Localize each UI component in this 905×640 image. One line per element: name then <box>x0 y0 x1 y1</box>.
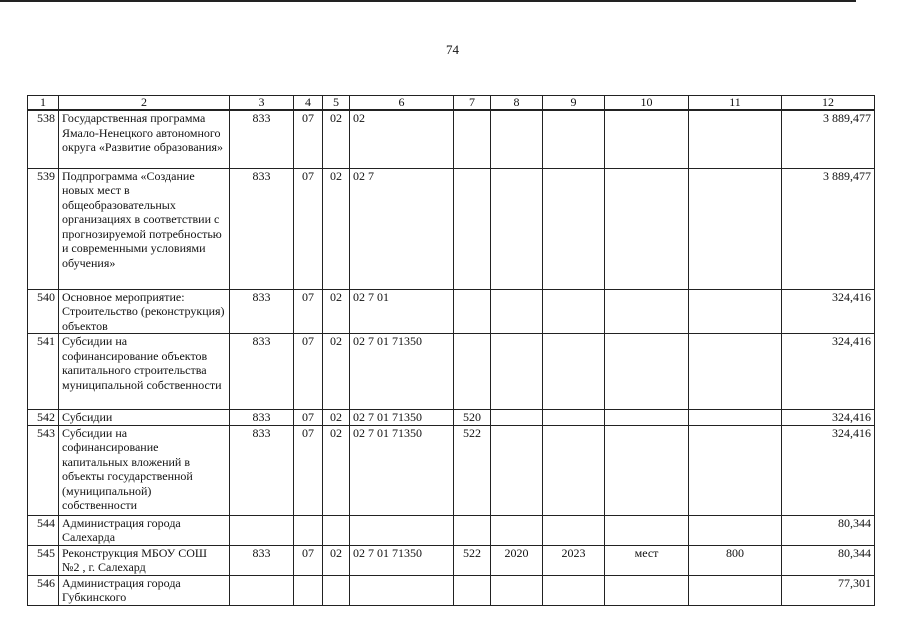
header-cell-11: 11 <box>689 96 782 111</box>
row-number: 541 <box>28 334 59 410</box>
row-name: Субсидии <box>59 410 230 426</box>
cell-capacity <box>689 410 782 426</box>
cell-section-code: 07 <box>294 110 323 168</box>
cell-expense-type <box>454 515 491 545</box>
cell-section-code: 07 <box>294 289 323 334</box>
cell-amount: 324,416 <box>782 289 875 334</box>
row-name: Субсидии на софинансирование капитальных вложений в объекты государственной (муниципальной) собственности <box>59 425 230 515</box>
row-name: Государственная программа Ямало-Ненецкого автономного округа «Развитие образования» <box>59 110 230 168</box>
header-cell-12: 12 <box>782 96 875 111</box>
cell-subsection-code <box>323 575 350 605</box>
row-number: 539 <box>28 168 59 289</box>
cell-ministry-code: 833 <box>230 410 294 426</box>
table-row <box>28 410 875 426</box>
header-row <box>28 96 875 111</box>
cell-subsection-code: 02 <box>323 168 350 289</box>
row-name: Администрация города Салехарда <box>59 515 230 545</box>
table-row <box>28 575 875 605</box>
cell-start-year <box>491 410 543 426</box>
cell-end-year <box>543 410 605 426</box>
cell-start-year <box>491 168 543 289</box>
header-cell-2: 2 <box>59 96 230 111</box>
cell-unit <box>605 168 689 289</box>
cell-ministry-code: 833 <box>230 110 294 168</box>
cell-expense-type <box>454 289 491 334</box>
row-name: Субсидии на софинансирование объектов капитального строительства муниципальной собственности <box>59 334 230 410</box>
cell-unit <box>605 289 689 334</box>
cell-ministry-code <box>230 515 294 545</box>
cell-unit <box>605 575 689 605</box>
cell-capacity <box>689 110 782 168</box>
cell-expense-type: 522 <box>454 545 491 575</box>
cell-amount: 77,301 <box>782 575 875 605</box>
cell-unit <box>605 334 689 410</box>
cell-subsection-code: 02 <box>323 334 350 410</box>
cell-start-year <box>491 334 543 410</box>
table-row <box>28 545 875 575</box>
cell-amount: 80,344 <box>782 545 875 575</box>
cell-target-article: 02 7 01 71350 <box>350 410 454 426</box>
cell-section-code <box>294 575 323 605</box>
cell-subsection-code: 02 <box>323 289 350 334</box>
row-number: 540 <box>28 289 59 334</box>
cell-unit <box>605 425 689 515</box>
table-row <box>28 515 875 545</box>
cell-section-code <box>294 515 323 545</box>
cell-end-year <box>543 575 605 605</box>
cell-start-year: 2020 <box>491 545 543 575</box>
header-cell-9: 9 <box>543 96 605 111</box>
row-number: 544 <box>28 515 59 545</box>
header-cell-4: 4 <box>294 96 323 111</box>
cell-target-article <box>350 515 454 545</box>
row-name: Реконструкция МБОУ СОШ №2 , г. Салехард <box>59 545 230 575</box>
cell-expense-type <box>454 575 491 605</box>
header-cell-10: 10 <box>605 96 689 111</box>
cell-section-code: 07 <box>294 168 323 289</box>
cell-end-year <box>543 425 605 515</box>
cell-ministry-code: 833 <box>230 334 294 410</box>
cell-start-year <box>491 110 543 168</box>
cell-capacity <box>689 289 782 334</box>
cell-capacity <box>689 168 782 289</box>
cell-subsection-code <box>323 515 350 545</box>
cell-unit: мест <box>605 545 689 575</box>
row-name: Подпрограмма «Создание новых мест в общеобразовательных организациях в соответствии с прогнозируемой потребностью и современными условиями обучения» <box>59 168 230 289</box>
row-name: Администрация города Губкинского <box>59 575 230 605</box>
cell-end-year: 2023 <box>543 545 605 575</box>
cell-amount: 324,416 <box>782 410 875 426</box>
cell-target-article: 02 <box>350 110 454 168</box>
cell-amount: 324,416 <box>782 334 875 410</box>
cell-capacity <box>689 515 782 545</box>
cell-ministry-code: 833 <box>230 168 294 289</box>
row-name: Основное мероприятие: Строительство (реконструкция) объектов <box>59 289 230 334</box>
header-cell-6: 6 <box>350 96 454 111</box>
row-number: 543 <box>28 425 59 515</box>
cell-start-year <box>491 515 543 545</box>
cell-amount: 3 889,477 <box>782 168 875 289</box>
cell-capacity <box>689 575 782 605</box>
cell-target-article: 02 7 01 71350 <box>350 425 454 515</box>
cell-end-year <box>543 110 605 168</box>
cell-expense-type <box>454 168 491 289</box>
cell-amount: 3 889,477 <box>782 110 875 168</box>
cell-start-year <box>491 575 543 605</box>
budget-table <box>27 95 875 606</box>
cell-end-year <box>543 289 605 334</box>
cell-end-year <box>543 168 605 289</box>
cell-end-year <box>543 334 605 410</box>
cell-section-code: 07 <box>294 545 323 575</box>
row-number: 546 <box>28 575 59 605</box>
table-row <box>28 425 875 515</box>
cell-amount: 80,344 <box>782 515 875 545</box>
cell-target-article: 02 7 01 <box>350 289 454 334</box>
cell-subsection-code: 02 <box>323 425 350 515</box>
cell-section-code: 07 <box>294 425 323 515</box>
cell-subsection-code: 02 <box>323 410 350 426</box>
cell-capacity: 800 <box>689 545 782 575</box>
cell-expense-type: 522 <box>454 425 491 515</box>
row-number: 542 <box>28 410 59 426</box>
row-number: 545 <box>28 545 59 575</box>
header-cell-3: 3 <box>230 96 294 111</box>
page-number: 74 <box>446 42 459 57</box>
cell-unit <box>605 515 689 545</box>
cell-capacity <box>689 425 782 515</box>
table-row <box>28 334 875 410</box>
table-row <box>28 289 875 334</box>
cell-unit <box>605 410 689 426</box>
header-cell-7: 7 <box>454 96 491 111</box>
top-rule <box>0 0 856 2</box>
table-row <box>28 110 875 168</box>
cell-target-article: 02 7 <box>350 168 454 289</box>
cell-target-article: 02 7 01 71350 <box>350 334 454 410</box>
cell-capacity <box>689 334 782 410</box>
cell-unit <box>605 110 689 168</box>
cell-end-year <box>543 515 605 545</box>
cell-expense-type: 520 <box>454 410 491 426</box>
cell-target-article: 02 7 01 71350 <box>350 545 454 575</box>
cell-ministry-code: 833 <box>230 425 294 515</box>
table-row <box>28 168 875 289</box>
cell-ministry-code: 833 <box>230 545 294 575</box>
cell-section-code: 07 <box>294 334 323 410</box>
cell-ministry-code <box>230 575 294 605</box>
cell-expense-type <box>454 334 491 410</box>
header-cell-1: 1 <box>28 96 59 111</box>
cell-start-year <box>491 425 543 515</box>
cell-expense-type <box>454 110 491 168</box>
cell-target-article <box>350 575 454 605</box>
cell-section-code: 07 <box>294 410 323 426</box>
header-cell-5: 5 <box>323 96 350 111</box>
cell-start-year <box>491 289 543 334</box>
cell-ministry-code: 833 <box>230 289 294 334</box>
cell-subsection-code: 02 <box>323 545 350 575</box>
header-cell-8: 8 <box>491 96 543 111</box>
cell-subsection-code: 02 <box>323 110 350 168</box>
row-number: 538 <box>28 110 59 168</box>
cell-amount: 324,416 <box>782 425 875 515</box>
